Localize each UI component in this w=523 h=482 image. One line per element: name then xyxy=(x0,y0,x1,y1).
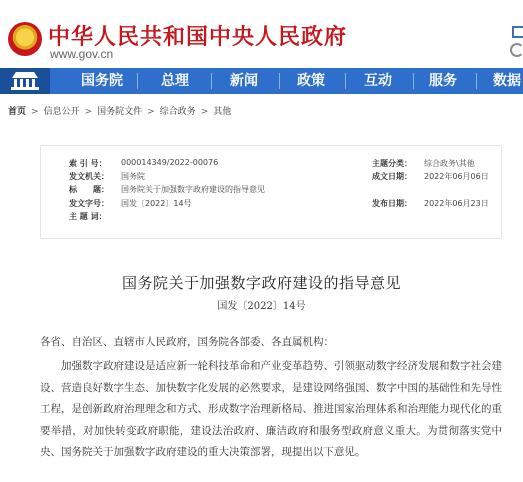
breadcrumb-separator: > xyxy=(84,107,93,117)
meta-issuer-value: 国务院 xyxy=(121,172,145,181)
meta-published-date-label: 发布日期： xyxy=(372,199,412,208)
breadcrumb-general-affairs[interactable]: 综合政务 xyxy=(159,107,196,117)
meta-category-label: 主题分类： xyxy=(372,159,412,168)
nav-divider xyxy=(413,73,414,89)
home-building-icon[interactable] xyxy=(0,68,50,94)
meta-index-label: 索 引 号： xyxy=(69,159,107,168)
meta-keywords-label: 主 题 词： xyxy=(69,212,107,221)
nav-item-premier[interactable]: 总理 xyxy=(161,73,189,89)
nav-divider xyxy=(345,73,346,89)
article-doc-number: 国发〔2022〕14号 xyxy=(217,301,306,312)
site-url: www.gov.cn xyxy=(50,47,114,61)
meta-title-value: 国务院关于加强数字政府建设的指导意见 xyxy=(121,185,265,194)
meta-index-value: 000014349/2022-00076 xyxy=(121,158,219,167)
breadcrumb-separator: > xyxy=(147,107,155,117)
breadcrumb-separator: > xyxy=(200,107,209,117)
breadcrumb-separator: > xyxy=(31,107,39,117)
meta-issuer-label: 发文机关： xyxy=(69,172,109,181)
nav-item-news[interactable]: 新闻 xyxy=(230,73,258,89)
article-salutation: 各省、自治区、直辖市人民政府，国务院各部委、各直属机构： xyxy=(40,336,334,348)
national-emblem-icon[interactable] xyxy=(8,22,42,56)
meta-written-date-value: 2022年06月06日 xyxy=(424,172,489,181)
search-icon[interactable] xyxy=(510,43,523,57)
site-title[interactable]: 中华人民共和国中央人民政府 xyxy=(48,24,348,50)
meta-category-value: 综合政务\其他 xyxy=(424,159,475,168)
document-meta-table xyxy=(40,145,502,239)
breadcrumb-info-disclosure[interactable]: 信息公开 xyxy=(43,107,80,117)
breadcrumb-council-documents[interactable]: 国务院文件 xyxy=(97,107,143,117)
nav-item-services[interactable]: 服务 xyxy=(429,73,457,89)
meta-written-date-label: 成文日期： xyxy=(372,172,412,181)
breadcrumb-other[interactable]: 其他 xyxy=(213,107,232,117)
nav-divider xyxy=(137,73,138,89)
article-title: 国务院关于加强数字政府建设的指导意见 xyxy=(121,274,401,292)
meta-doc-number-value: 国发〔2022〕14号 xyxy=(121,199,192,208)
bookmark-icon[interactable] xyxy=(512,26,523,38)
main-nav xyxy=(0,68,523,94)
nav-divider xyxy=(476,73,477,89)
nav-item-policy[interactable]: 政策 xyxy=(297,73,325,89)
breadcrumb xyxy=(8,104,231,117)
meta-doc-number-label: 发文字号： xyxy=(69,199,109,208)
breadcrumb-home[interactable]: 首页 xyxy=(8,107,27,117)
site-header xyxy=(0,0,523,68)
nav-item-state-council[interactable]: 国务院 xyxy=(81,73,123,89)
meta-title-label: 标 题： xyxy=(69,185,109,194)
nav-item-interaction[interactable]: 互动 xyxy=(364,73,392,89)
nav-divider xyxy=(279,73,280,89)
article-paragraph: 加强数字政府建设是适应新一轮科技革命和产业变革趋势、引领驱动数字经济发展和数字社会建设、营造良好数字生态、加快数字化发展的必然要求，是建设网络强国、数字中国的基础性和先导性工程，是创新政府治理理念和方式、形成数字治理新格局、推进国家治理体系和治理能力现代化的重要举措，对加快转变政府职能，建设法治政府、廉洁政府和服务型政府意义重大。为贯彻落实党中央、国务院关于加强数字政府建设的重大决策部署，现提出以下意见。 xyxy=(40,360,502,458)
meta-published-date-value: 2022年06月23日 xyxy=(424,199,489,208)
nav-item-data[interactable]: 数据 xyxy=(493,73,521,89)
nav-divider xyxy=(211,73,212,89)
